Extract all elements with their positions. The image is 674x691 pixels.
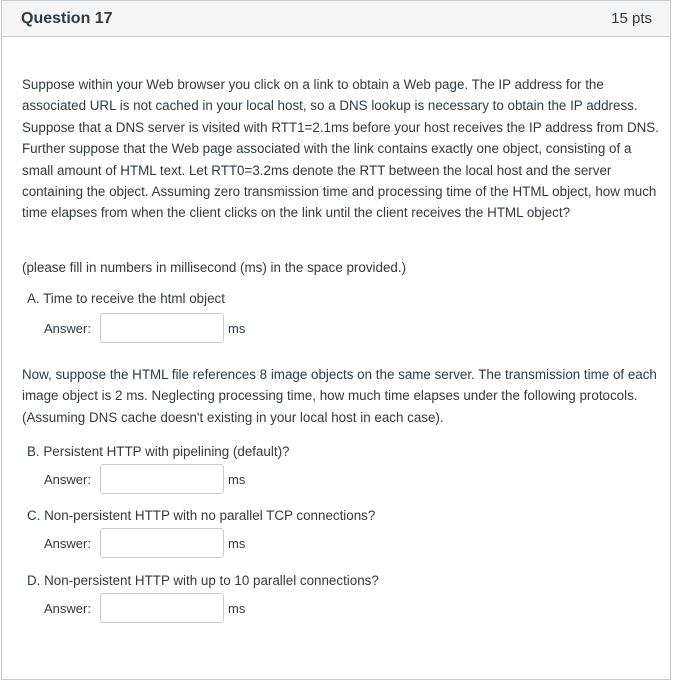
question-card bbox=[1, 0, 671, 680]
part-a-answer-label: Answer: bbox=[44, 321, 91, 336]
part-c-label: C. Non-persistent HTTP with no parallel TCP connections? bbox=[27, 508, 376, 523]
question-points: 15 pts bbox=[611, 10, 652, 27]
part-a-answer-input[interactable] bbox=[100, 313, 224, 343]
part-a-label: A. Time to receive the html object bbox=[27, 291, 225, 306]
part-b-unit: ms bbox=[228, 472, 246, 487]
part-c-unit: ms bbox=[228, 536, 246, 551]
part-a-answer-row bbox=[44, 313, 245, 343]
part-b-answer-input[interactable] bbox=[100, 464, 224, 494]
second-paragraph: Now, suppose the HTML file references 8 image objects on the same server. The transmission time of each image object is 2 ms. Neglecting processing time, how much time elapses under the following protocols. (Assuming DNS cache doesn't existing in your local host in each case). bbox=[22, 367, 657, 425]
part-c-answer-label: Answer: bbox=[44, 536, 91, 551]
question-title: Question 17 bbox=[21, 9, 113, 27]
part-c-answer-row bbox=[44, 528, 245, 558]
instruction-note: (please fill in numbers in millisecond (ms) in the space provided.) bbox=[22, 260, 407, 275]
part-a-unit: ms bbox=[228, 321, 246, 336]
part-d-answer-label: Answer: bbox=[44, 601, 91, 616]
part-d-answer-input[interactable] bbox=[100, 593, 224, 623]
part-d-unit: ms bbox=[228, 601, 246, 616]
part-d-answer-row bbox=[44, 593, 245, 623]
part-b-label: B. Persistent HTTP with pipelining (default)? bbox=[27, 444, 290, 459]
intro-paragraph: Suppose within your Web browser you click on a link to obtain a Web page. The IP address for the associated URL is not cached in your local host, so a DNS lookup is necessary to obtain the IP address. Suppose that a DNS server is visited with RTT1=2.1ms before your host receives the IP address from DNS. Further suppose that the Web page associated with the link contains exactly one object, consisting of a small amount of HTML text. Let RTT0=3.2ms denote the RTT between the local host and the server containing the object. Assuming zero transmission time and processing time of the HTML object, how much time elapses from when the client clicks on the link until the client receives the HTML object? bbox=[22, 77, 659, 221]
part-b-answer-label: Answer: bbox=[44, 472, 91, 487]
question-header bbox=[2, 1, 670, 37]
part-d-label: D. Non-persistent HTTP with up to 10 parallel connections? bbox=[27, 573, 379, 588]
part-c-answer-input[interactable] bbox=[100, 528, 224, 558]
part-b-answer-row bbox=[44, 464, 245, 494]
